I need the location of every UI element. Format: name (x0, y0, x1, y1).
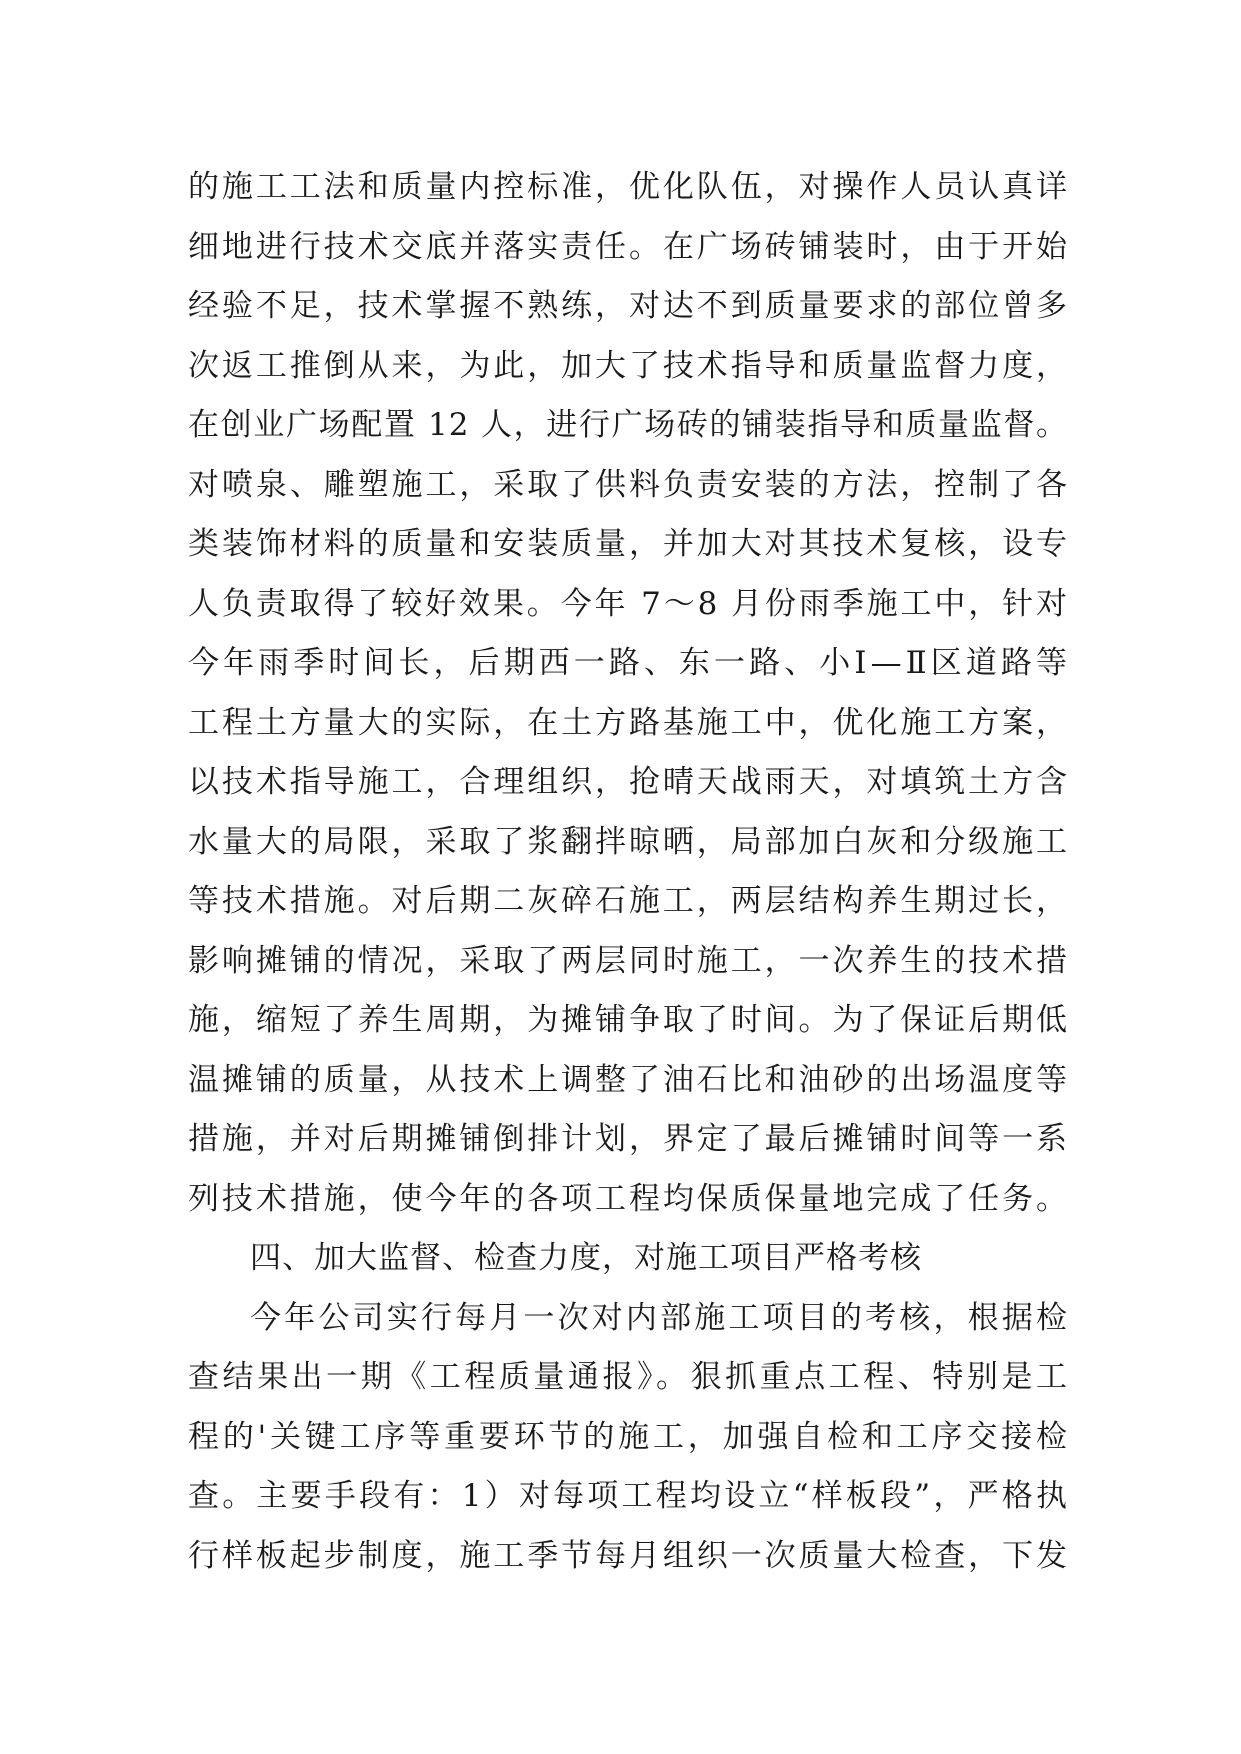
text-line: 类装饰材料的质量和安装质量，并加大对其技术复核，设专 (188, 526, 1068, 562)
section-heading: 四、加大监督、检查力度，对施工项目严格考核 (250, 1240, 922, 1276)
text-line: 以技术指导施工，合理组织，抢晴天战雨天，对填筑土方含 (188, 764, 1068, 800)
text-line: 今年雨季时间长，后期西一路、东一路、小Ⅰ—Ⅱ区道路等 (188, 645, 1068, 681)
text-line: 水量大的局限，采取了浆翻拌晾晒，局部加白灰和分级施工 (188, 823, 1068, 860)
text-line: 在创业广场配置 12 人，进行广场砖的铺装指导和质量监督。 (188, 407, 1068, 443)
text-line: 等技术措施。对后期二灰碎石施工，两层结构养生期过长， (188, 883, 1068, 919)
text-line: 今年公司实行每月一次对内部施工项目的考核，根据检 (250, 1299, 1068, 1336)
text-line: 次返工推倒从来，为此，加大了技术指导和质量监督力度， (188, 347, 1068, 384)
text-line: 工程土方量大的实际，在土方路基施工中，优化施工方案， (188, 704, 1068, 741)
text-line: 程的'关键工序等重要环节的施工，加强自检和工序交接检 (188, 1418, 1068, 1455)
document-body (188, 158, 1068, 1586)
text-line: 经验不足，技术掌握不熟练，对达不到质量要求的部位曾多 (188, 288, 1068, 324)
text-line: 的施工工法和质量内控标准，优化队伍，对操作人员认真详 (188, 169, 1068, 205)
text-line: 查。主要手段有：1）对每项工程均设立“样板段”，严格执 (188, 1478, 1068, 1514)
text-line: 列技术措施，使今年的各项工程均保质保量地完成了任务。 (188, 1180, 1068, 1217)
text-line: 温摊铺的质量，从技术上调整了油石比和油砂的出场温度等 (188, 1061, 1068, 1098)
text-line: 细地进行技术交底并落实责任。在广场砖铺装时，由于开始 (188, 228, 1068, 265)
text-line: 影响摊铺的情况，采取了两层同时施工，一次养生的技术措 (188, 942, 1068, 979)
text-line: 施，缩短了养生周期，为摊铺争取了时间。为了保证后期低 (188, 1002, 1068, 1038)
text-line: 行样板起步制度，施工季节每月组织一次质量大检查，下发 (188, 1537, 1068, 1574)
text-line: 对喷泉、雕塑施工，采取了供料负责安装的方法，控制了各 (188, 466, 1068, 503)
text-line: 措施，并对后期摊铺倒排计划，界定了最后摊铺时间等一系 (188, 1121, 1068, 1157)
text-line: 人负责取得了较好效果。今年 7～8 月份雨季施工中，针对 (188, 585, 1068, 622)
text-line: 查结果出一期《工程质量通报》。狠抓重点工程、特别是工 (188, 1359, 1068, 1395)
